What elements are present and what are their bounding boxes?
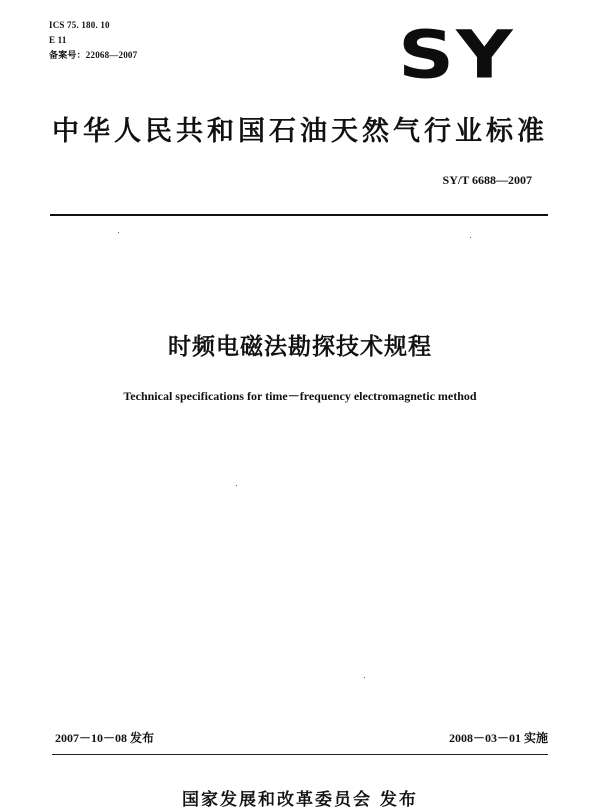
implementation-date: 2008－03－01 实施	[448, 731, 548, 745]
scan-speck	[470, 237, 471, 238]
scan-speck	[118, 232, 119, 233]
class-code: E 11	[49, 35, 67, 45]
header-divider	[50, 214, 548, 216]
ics-code: ICS 75. 180. 10	[49, 20, 110, 30]
document-title-cn: 时频电磁法勘探技术规程	[168, 334, 432, 360]
scan-speck	[236, 485, 237, 486]
classification-codes	[49, 18, 137, 63]
document-title-en: Technical specifications for time－frequency electromagnetic method	[123, 389, 477, 403]
issuing-authority: 国家发展和改革委员会 发布	[182, 790, 418, 810]
sy-logo: SY	[398, 16, 515, 94]
scan-speck	[364, 677, 365, 678]
record-number: 备案号：22068—2007	[49, 50, 138, 60]
footer-divider	[52, 754, 548, 755]
issue-date: 2007－10－08 发布	[55, 731, 155, 745]
standard-number: SY/T 6688—2007	[442, 173, 532, 187]
standard-category-title: 中华人民共和国石油天然气行业标准	[52, 116, 548, 147]
